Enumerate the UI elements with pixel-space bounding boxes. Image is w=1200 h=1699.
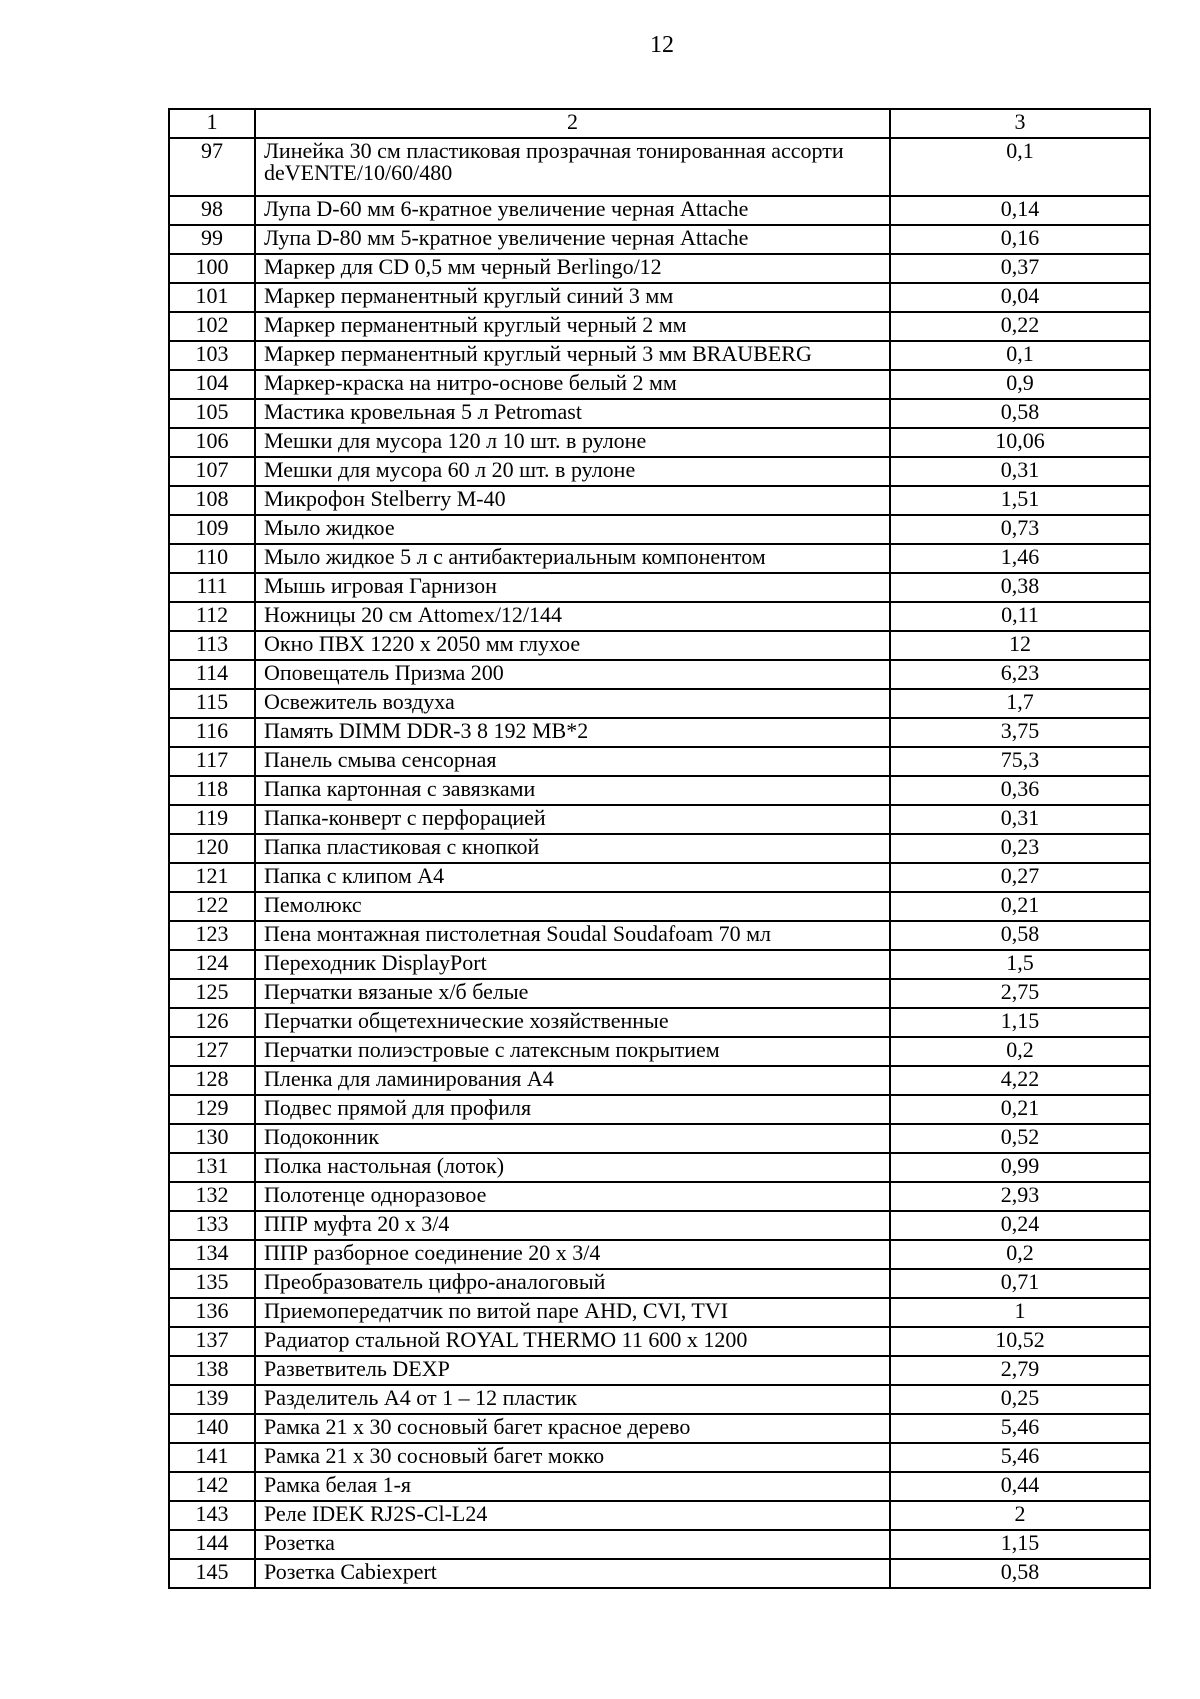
item-name: Мешки для мусора 60 л 20 шт. в рулоне [255, 457, 890, 486]
row-number: 117 [169, 747, 255, 776]
table-row [169, 1414, 1150, 1443]
item-value: 1,15 [890, 1530, 1150, 1559]
row-number: 98 [169, 196, 255, 225]
item-value: 0,44 [890, 1472, 1150, 1501]
row-number: 132 [169, 1182, 255, 1211]
row-number: 104 [169, 370, 255, 399]
item-value: 1,5 [890, 950, 1150, 979]
item-value: 3,75 [890, 718, 1150, 747]
item-name: Радиатор стальной ROYAL THERMO 11 600 х 1200 [255, 1327, 890, 1356]
item-value: 1,46 [890, 544, 1150, 573]
item-value: 75,3 [890, 747, 1150, 776]
table-row [169, 312, 1150, 341]
item-value: 0,25 [890, 1385, 1150, 1414]
item-value: 0,31 [890, 457, 1150, 486]
table-row [169, 196, 1150, 225]
item-name: Мастика кровельная 5 л Petromast [255, 399, 890, 428]
row-number: 138 [169, 1356, 255, 1385]
item-name: Лупа D-60 мм 6-кратное увеличение черная Attache [255, 196, 890, 225]
table-row [169, 486, 1150, 515]
page-number: 12 [650, 32, 674, 58]
table-body [169, 109, 1150, 1588]
table-row [169, 138, 1150, 196]
item-name: Реле IDEK RJ2S-Cl-L24 [255, 1501, 890, 1530]
row-number: 116 [169, 718, 255, 747]
row-number: 124 [169, 950, 255, 979]
table-row [169, 979, 1150, 1008]
item-name: Рамка белая 1-я [255, 1472, 890, 1501]
item-name: Приемопередатчик по витой паре AHD, CVI, TVI [255, 1298, 890, 1327]
row-number: 107 [169, 457, 255, 486]
table-row [169, 573, 1150, 602]
item-name: Микрофон Stelberry M-40 [255, 486, 890, 515]
header-col-3: 3 [890, 109, 1150, 138]
row-number: 136 [169, 1298, 255, 1327]
row-number: 120 [169, 834, 255, 863]
item-name: Освежитель воздуха [255, 689, 890, 718]
row-number: 135 [169, 1269, 255, 1298]
item-name: Мышь игровая Гарнизон [255, 573, 890, 602]
item-value: 0,23 [890, 834, 1150, 863]
row-number: 103 [169, 341, 255, 370]
row-number: 128 [169, 1066, 255, 1095]
item-value: 0,31 [890, 805, 1150, 834]
row-number: 102 [169, 312, 255, 341]
row-number: 113 [169, 631, 255, 660]
row-number: 144 [169, 1530, 255, 1559]
row-number: 109 [169, 515, 255, 544]
item-value: 2,93 [890, 1182, 1150, 1211]
table-row [169, 863, 1150, 892]
item-name: Полотенце одноразовое [255, 1182, 890, 1211]
row-number: 141 [169, 1443, 255, 1472]
item-name: Пена монтажная пистолетная Soudal Soudafoam 70 мл [255, 921, 890, 950]
row-number: 97 [169, 138, 255, 196]
item-name: Рамка 21 х 30 сосновый багет мокко [255, 1443, 890, 1472]
table-row [169, 1443, 1150, 1472]
row-number: 111 [169, 573, 255, 602]
table-row [169, 660, 1150, 689]
row-number: 101 [169, 283, 255, 312]
item-name: Перчатки вязаные х/б белые [255, 979, 890, 1008]
item-name: Преобразователь цифро-аналоговый [255, 1269, 890, 1298]
table-row [169, 341, 1150, 370]
row-number: 105 [169, 399, 255, 428]
item-value: 0,2 [890, 1037, 1150, 1066]
table-row [169, 776, 1150, 805]
item-name: Панель смыва сенсорная [255, 747, 890, 776]
row-number: 114 [169, 660, 255, 689]
row-number: 108 [169, 486, 255, 515]
table-row [169, 1298, 1150, 1327]
item-value: 0,37 [890, 254, 1150, 283]
table-row [169, 428, 1150, 457]
item-name: Мыло жидкое 5 л с антибактериальным компонентом [255, 544, 890, 573]
row-number: 115 [169, 689, 255, 718]
item-value: 0,11 [890, 602, 1150, 631]
item-value: 10,06 [890, 428, 1150, 457]
item-name: Пленка для ламинирования А4 [255, 1066, 890, 1095]
row-number: 106 [169, 428, 255, 457]
item-value: 2 [890, 1501, 1150, 1530]
item-name: Пемолюкс [255, 892, 890, 921]
table-row [169, 1385, 1150, 1414]
table-row [169, 254, 1150, 283]
item-value: 0,24 [890, 1211, 1150, 1240]
item-value: 0,21 [890, 892, 1150, 921]
item-value: 0,1 [890, 138, 1150, 196]
item-name: ППР муфта 20 х 3/4 [255, 1211, 890, 1240]
item-name: Подоконник [255, 1124, 890, 1153]
table-row [169, 1211, 1150, 1240]
item-value: 0,9 [890, 370, 1150, 399]
table-row [169, 1472, 1150, 1501]
item-name: Переходник DisplayPort [255, 950, 890, 979]
row-number: 142 [169, 1472, 255, 1501]
item-value: 0,1 [890, 341, 1150, 370]
row-number: 131 [169, 1153, 255, 1182]
table-row [169, 225, 1150, 254]
table-row [169, 370, 1150, 399]
table-row [169, 399, 1150, 428]
item-value: 5,46 [890, 1443, 1150, 1472]
row-number: 119 [169, 805, 255, 834]
row-number: 100 [169, 254, 255, 283]
row-number: 125 [169, 979, 255, 1008]
table-row [169, 834, 1150, 863]
item-name: Маркер перманентный круглый черный 2 мм [255, 312, 890, 341]
item-name: Полка настольная (лоток) [255, 1153, 890, 1182]
row-number: 112 [169, 602, 255, 631]
table-row [169, 457, 1150, 486]
item-name: Перчатки общетехнические хозяйственные [255, 1008, 890, 1037]
row-number: 140 [169, 1414, 255, 1443]
row-number: 118 [169, 776, 255, 805]
item-value: 0,99 [890, 1153, 1150, 1182]
item-value: 12 [890, 631, 1150, 660]
table-row [169, 1037, 1150, 1066]
item-name: Линейка 30 см пластиковая прозрачная тонированная ассорти deVENTE/10/60/480 [255, 138, 890, 196]
item-value: 1,51 [890, 486, 1150, 515]
item-name: Разделитель А4 от 1 – 12 пластик [255, 1385, 890, 1414]
item-name: Лупа D-80 мм 5-кратное увеличение черная Attache [255, 225, 890, 254]
row-number: 121 [169, 863, 255, 892]
table-header-row [169, 109, 1150, 138]
table-row [169, 1327, 1150, 1356]
table-row [169, 718, 1150, 747]
item-value: 0,71 [890, 1269, 1150, 1298]
item-value: 0,38 [890, 573, 1150, 602]
table-row [169, 1153, 1150, 1182]
item-name: Маркер для CD 0,5 мм черный Berlingo/12 [255, 254, 890, 283]
table-row [169, 921, 1150, 950]
row-number: 139 [169, 1385, 255, 1414]
table-row [169, 892, 1150, 921]
item-name: Перчатки полиэстровые с латексным покрытием [255, 1037, 890, 1066]
item-value: 4,22 [890, 1066, 1150, 1095]
item-name: Маркер-краска на нитро-основе белый 2 мм [255, 370, 890, 399]
table-row [169, 283, 1150, 312]
item-name: Маркер перманентный круглый синий 3 мм [255, 283, 890, 312]
items-table [168, 108, 1151, 1589]
item-name: Память DIMM DDR-3 8 192 MB*2 [255, 718, 890, 747]
table-row [169, 1240, 1150, 1269]
item-name: Розетка [255, 1530, 890, 1559]
table-row [169, 1124, 1150, 1153]
item-name: Мыло жидкое [255, 515, 890, 544]
item-value: 0,58 [890, 921, 1150, 950]
row-number: 137 [169, 1327, 255, 1356]
item-name: Папка картонная с завязками [255, 776, 890, 805]
row-number: 143 [169, 1501, 255, 1530]
table-row [169, 631, 1150, 660]
item-value: 0,73 [890, 515, 1150, 544]
table-row [169, 1182, 1150, 1211]
row-number: 145 [169, 1559, 255, 1588]
row-number: 110 [169, 544, 255, 573]
item-value: 0,21 [890, 1095, 1150, 1124]
row-number: 134 [169, 1240, 255, 1269]
item-name: Папка пластиковая с кнопкой [255, 834, 890, 863]
table-row [169, 1269, 1150, 1298]
item-value: 1,7 [890, 689, 1150, 718]
item-value: 0,14 [890, 196, 1150, 225]
row-number: 123 [169, 921, 255, 950]
item-name: Папка с клипом А4 [255, 863, 890, 892]
table-row [169, 1095, 1150, 1124]
table-row [169, 544, 1150, 573]
row-number: 133 [169, 1211, 255, 1240]
item-name: Ножницы 20 см Attomex/12/144 [255, 602, 890, 631]
item-value: 0,04 [890, 283, 1150, 312]
item-value: 0,36 [890, 776, 1150, 805]
item-name: Оповещатель Призма 200 [255, 660, 890, 689]
header-col-2: 2 [255, 109, 890, 138]
table-row [169, 1559, 1150, 1588]
table-row [169, 1530, 1150, 1559]
item-value: 5,46 [890, 1414, 1150, 1443]
table-row [169, 689, 1150, 718]
item-name: Подвес прямой для профиля [255, 1095, 890, 1124]
row-number: 122 [169, 892, 255, 921]
row-number: 99 [169, 225, 255, 254]
table-row [169, 950, 1150, 979]
item-name: ППР разборное соединение 20 х 3/4 [255, 1240, 890, 1269]
item-value: 6,23 [890, 660, 1150, 689]
item-name: Окно ПВХ 1220 х 2050 мм глухое [255, 631, 890, 660]
item-name: Маркер перманентный круглый черный 3 мм BRAUBERG [255, 341, 890, 370]
row-number: 129 [169, 1095, 255, 1124]
table-row [169, 1356, 1150, 1385]
item-value: 0,58 [890, 399, 1150, 428]
item-value: 0,58 [890, 1559, 1150, 1588]
item-name: Папка-конверт с перфорацией [255, 805, 890, 834]
item-value: 1,15 [890, 1008, 1150, 1037]
header-col-1: 1 [169, 109, 255, 138]
item-value: 0,16 [890, 225, 1150, 254]
item-value: 10,52 [890, 1327, 1150, 1356]
table-row [169, 1008, 1150, 1037]
table-row [169, 515, 1150, 544]
table-row [169, 747, 1150, 776]
item-name: Розетка Cabiexpert [255, 1559, 890, 1588]
row-number: 126 [169, 1008, 255, 1037]
row-number: 130 [169, 1124, 255, 1153]
item-name: Разветвитель DEXP [255, 1356, 890, 1385]
item-value: 0,22 [890, 312, 1150, 341]
item-value: 0,2 [890, 1240, 1150, 1269]
item-value: 2,75 [890, 979, 1150, 1008]
item-name: Мешки для мусора 120 л 10 шт. в рулоне [255, 428, 890, 457]
item-value: 1 [890, 1298, 1150, 1327]
table-row [169, 1501, 1150, 1530]
row-number: 127 [169, 1037, 255, 1066]
item-value: 0,27 [890, 863, 1150, 892]
item-value: 0,52 [890, 1124, 1150, 1153]
table-row [169, 1066, 1150, 1095]
item-name: Рамка 21 х 30 сосновый багет красное дерево [255, 1414, 890, 1443]
table-row [169, 805, 1150, 834]
item-value: 2,79 [890, 1356, 1150, 1385]
table-row [169, 602, 1150, 631]
